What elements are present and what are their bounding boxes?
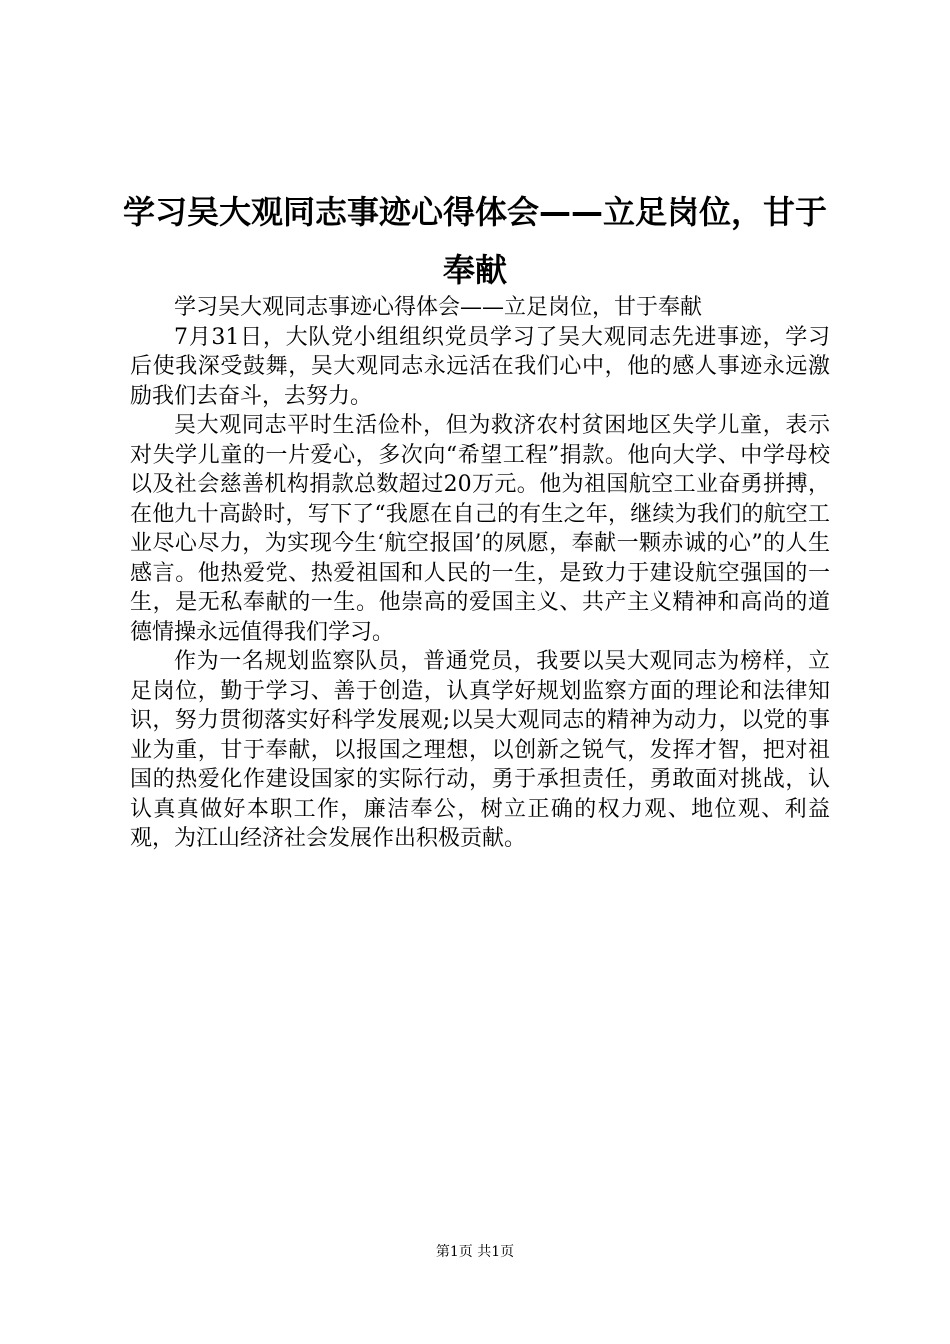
document-body — [130, 293, 830, 854]
body-paragraph: 作为一名规划监察队员，普通党员，我要以吴大观同志为榜样，立足岗位，勤于学习、善于创造，认真学好规划监察方面的理论和法律知识，努力贯彻落实好科学发展观;以吴大观同志的精神为动力，以党的事业为重，甘于奉献，以报国之理想，以创新之锐气，发挥才智，把对祖国的热爱化作建设国家的实际行动，勇于承担责任，勇敢面对挑战，认认真真做好本职工作，廉洁奉公，树立正确的权力观、地位观、利益观，为江山经济社会发展作出积极贡献。 — [130, 649, 830, 851]
body-paragraph-subtitle: 学习吴大观同志事迹心得体会——立足岗位，甘于奉献 — [174, 295, 703, 320]
body-paragraph: 吴大观同志平时生活俭朴，但为救济农村贫困地区失学儿童，表示对失学儿童的一片爱心，多次向“希望工程”捐款。他向大学、中学母校以及社会慈善机构捐款总数超过20万元。他为祖国航空工业奋勇拼搏，在他九十高龄时，写下了“我愿在自己的有生之年，继续为我们的航空工业尽心尽力，为实现今生‘航空报国’的夙愿，奉献一颗赤诚的心”的人生感言。他热爱党、热爱祖国和人民的一生，是致力于建设航空强国的一生，是无私奉献的一生。他崇高的爱国主义、共产主义精神和高尚的道德情操永远值得我们学习。 — [130, 413, 830, 645]
body-paragraph: 7月31日，大队党小组组织党员学习了吴大观同志先进事迹，学习后使我深受鼓舞，吴大观同志永远活在我们心中，他的感人事迹永远激励我们去奋斗，去努力。 — [130, 324, 830, 409]
page-number-footer: 第1页 共1页 — [435, 1244, 515, 1260]
document-title: 学习吴大观同志事迹心得体会——立足岗位，甘于奉献 — [122, 193, 827, 289]
